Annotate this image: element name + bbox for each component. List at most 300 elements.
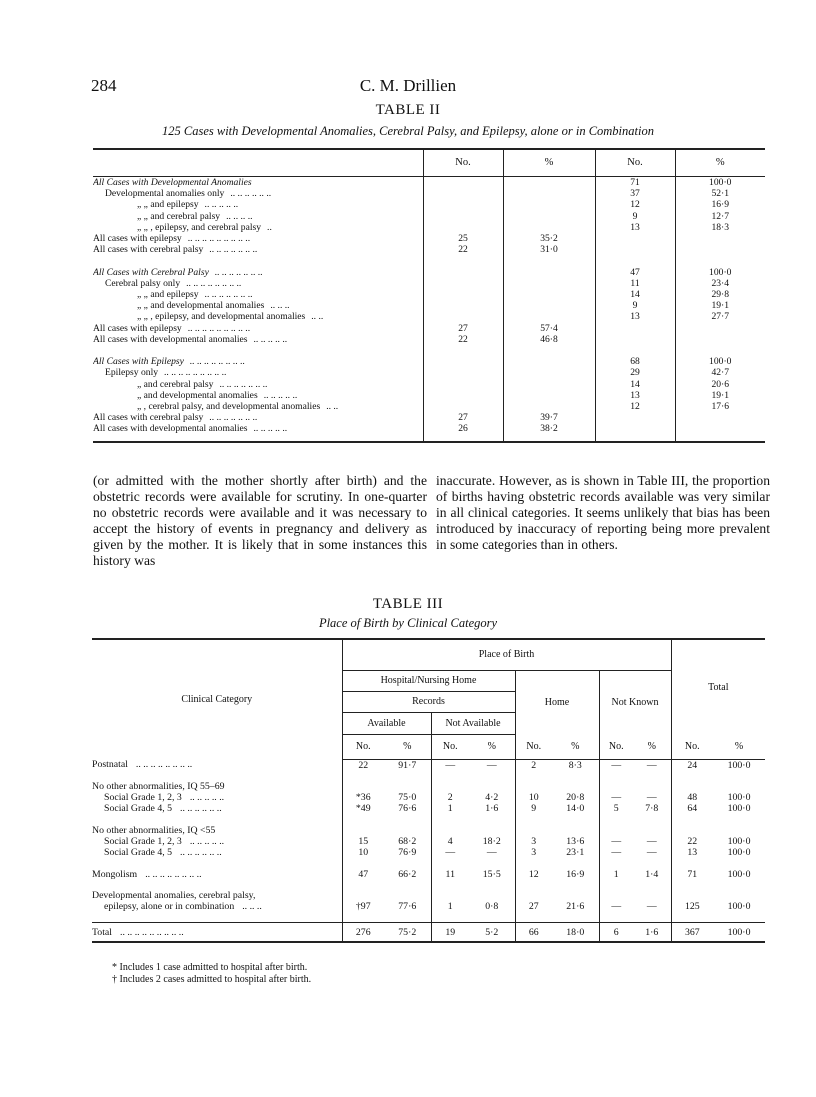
cell-value	[423, 390, 503, 401]
table3-col-pct: %	[469, 734, 515, 759]
cell-value: —	[599, 759, 633, 771]
leader-dots: .. .. .. .. ..	[263, 389, 298, 401]
cell-value: —	[646, 847, 657, 859]
row-label-text: Social Grade 4, 5	[104, 803, 173, 815]
cell-value	[503, 289, 595, 300]
cell-value: 25	[423, 233, 503, 244]
cell-value: —	[646, 901, 657, 913]
cell-value: 68	[595, 356, 675, 367]
table3	[92, 638, 765, 943]
cell-value	[431, 781, 469, 792]
table3-row-gap	[92, 880, 765, 890]
cell-value	[713, 825, 765, 836]
table3-row-gap	[92, 912, 765, 923]
cell-value	[423, 401, 503, 412]
cell-value: †97	[342, 901, 384, 912]
cell-value	[675, 412, 765, 423]
leader-dots: .. .. .. .. .. ..	[180, 803, 222, 815]
cell-value: 100·0	[675, 177, 765, 189]
table2-bottom-rule	[93, 435, 765, 442]
cell-value: —	[599, 792, 633, 803]
cell-value: 1	[431, 901, 469, 912]
row-label	[93, 233, 423, 244]
cell-value: 1·6	[485, 803, 499, 815]
cell-value	[713, 781, 765, 792]
row-label	[93, 244, 423, 255]
cell-value: 11	[431, 869, 469, 880]
cell-value: 20·8	[566, 792, 585, 804]
cell-value	[595, 334, 675, 345]
cell-value: 47	[342, 869, 384, 880]
row-label-text: Total	[92, 926, 112, 938]
table3-col-no: No.	[515, 734, 552, 759]
cell-value: 29·8	[675, 289, 765, 300]
cell-value: 9	[595, 211, 675, 222]
cell-value	[595, 244, 675, 255]
cell-value: 37	[595, 188, 675, 199]
table-row	[93, 211, 765, 222]
cell-value	[503, 222, 595, 233]
table-row	[93, 356, 765, 367]
table3-total-row	[92, 923, 765, 943]
cell-value: 76·6	[398, 803, 417, 815]
row-label	[93, 334, 423, 345]
cell-value	[469, 825, 515, 836]
cell-value: 125	[671, 901, 713, 912]
cell-value: 31·0	[503, 244, 595, 255]
row-label	[92, 781, 342, 792]
cell-value	[503, 177, 595, 189]
table2	[93, 148, 765, 443]
cell-value: 5·2	[469, 923, 515, 943]
cell-value: 100·0	[727, 792, 751, 804]
table-row	[92, 836, 765, 847]
leader-dots: .. .. .. .. .. ..	[180, 847, 222, 859]
row-label	[93, 199, 423, 210]
cell-value: —	[646, 792, 657, 804]
row-label-text: Cerebral palsy only	[105, 277, 181, 289]
table3-header-not-known: Not Known	[599, 670, 671, 734]
cell-value	[503, 267, 595, 278]
row-label-text: „ „ , epilepsy, and cerebral palsy	[137, 221, 262, 233]
cell-value: —	[646, 835, 657, 847]
row-label	[92, 836, 342, 847]
leader-dots: .. .. .. .. ..	[253, 423, 288, 435]
cell-value	[469, 781, 515, 792]
cell-value	[503, 300, 595, 311]
table-row	[92, 890, 765, 901]
row-label-text: „ „ and epilepsy	[137, 289, 199, 301]
row-label-text: „ „ and cerebral palsy	[137, 210, 221, 222]
table3-body	[92, 759, 765, 942]
cell-value	[633, 781, 671, 792]
cell-value	[503, 356, 595, 367]
row-label	[93, 222, 423, 233]
leader-dots: .. .. .. ..	[226, 210, 253, 222]
cell-value: 10	[342, 847, 384, 858]
row-label-text: epilepsy, alone or in combination	[104, 901, 235, 913]
cell-value	[595, 412, 675, 423]
cell-value	[423, 199, 503, 210]
cell-value	[599, 825, 633, 836]
cell-value: 66	[515, 923, 552, 943]
footnote-dagger: † Includes 2 cases admitted to hospital after birth.	[112, 974, 312, 985]
table-row	[93, 300, 765, 311]
cell-value: 77·6	[398, 901, 417, 913]
cell-value: 76·9	[398, 847, 417, 859]
table3-col-pct: %	[384, 734, 431, 759]
row-label	[93, 311, 423, 322]
cell-value: 1	[599, 869, 633, 880]
cell-value: 13	[671, 847, 713, 858]
cell-value: —	[431, 759, 469, 771]
row-label	[93, 300, 423, 311]
row-label-text: All Cases with Cerebral Palsy	[93, 266, 209, 278]
cell-value: 11	[595, 278, 675, 289]
leader-dots: .. .. .. .. .. .. ..	[209, 244, 258, 256]
table2-header-pct-2: %	[675, 149, 765, 177]
row-label	[92, 825, 342, 836]
cell-value	[552, 825, 599, 836]
cell-value: 57·4	[503, 323, 595, 334]
row-label-text: „ „ , epilepsy, and developmental anomalies	[137, 311, 306, 323]
cell-value	[503, 390, 595, 401]
cell-value	[503, 367, 595, 378]
cell-value: 17·6	[675, 401, 765, 412]
cell-value: 16·9	[566, 868, 585, 880]
leader-dots: .. ..	[311, 311, 324, 323]
cell-value: 23·4	[675, 278, 765, 289]
table-row	[93, 390, 765, 401]
cell-value: —	[599, 836, 633, 847]
cell-value	[515, 890, 552, 901]
cell-value	[552, 890, 599, 901]
cell-value: 71	[595, 177, 675, 189]
cell-value	[515, 825, 552, 836]
cell-value: 22	[342, 759, 384, 771]
row-label	[93, 267, 423, 278]
cell-value: 22	[423, 334, 503, 345]
cell-value: 27	[515, 901, 552, 912]
cell-value: —	[431, 847, 469, 858]
row-label	[93, 356, 423, 367]
cell-value: 46·8	[503, 334, 595, 345]
table-row	[92, 869, 765, 880]
leader-dots: .. .. .. .. ..	[253, 333, 288, 345]
cell-value	[515, 781, 552, 792]
row-label	[93, 412, 423, 423]
cell-value: 15·5	[482, 868, 501, 880]
leader-dots: .. .. .. .. .. .. .. .. ..	[187, 233, 251, 245]
cell-value	[671, 890, 713, 901]
cell-value	[431, 890, 469, 901]
cell-value: 19	[431, 923, 469, 943]
cell-value	[423, 379, 503, 390]
leader-dots: .. .. .. .. .. .. .. ..	[145, 868, 202, 880]
cell-value	[595, 423, 675, 434]
cell-value	[599, 890, 633, 901]
cell-value: 14	[595, 379, 675, 390]
cell-value	[595, 233, 675, 244]
table-row	[93, 177, 765, 189]
table3-header-records: Records	[342, 691, 515, 712]
row-label-text: All Cases with Developmental Anomalies	[93, 177, 252, 188]
row-label-text: Social Grade 1, 2, 3	[104, 792, 182, 804]
table-row	[93, 199, 765, 210]
cell-value: —	[599, 847, 633, 858]
cell-value: 26	[423, 423, 503, 434]
table-row	[93, 267, 765, 278]
table3-header-total: Total	[671, 639, 765, 734]
cell-value: 27	[423, 412, 503, 423]
cell-value: 12	[515, 869, 552, 880]
leader-dots: .. .. .. .. .. .. .. ..	[186, 277, 242, 289]
cell-value	[384, 890, 431, 901]
leader-dots: .. .. .. .. .. .. ..	[204, 289, 253, 301]
cell-value: 22	[423, 244, 503, 255]
cell-value: 100·0	[727, 803, 751, 815]
leader-dots: ..	[267, 221, 272, 233]
row-label-text: Developmental anomalies only	[105, 188, 225, 200]
cell-value: 68·2	[398, 835, 417, 847]
table3-row-gap	[92, 859, 765, 869]
cell-value	[713, 890, 765, 901]
cell-value: 5	[599, 803, 633, 814]
table3-caption: TABLE III	[372, 596, 444, 612]
table3-header-clinical-category: Clinical Category	[92, 639, 342, 759]
leader-dots: .. .. .. .. .. .. .. ..	[189, 356, 246, 368]
row-label	[92, 901, 342, 912]
footnote-asterisk: * Includes 1 case admitted to hospital after birth.	[112, 962, 308, 973]
row-label-text: „ , cerebral palsy, and developmental anomalies	[137, 401, 321, 413]
table2-group-gap	[93, 255, 765, 266]
cell-value: 19·1	[675, 300, 765, 311]
row-label	[92, 803, 342, 814]
row-label-text: No other abnormalities, IQ 55–69	[92, 780, 225, 792]
cell-value: 47	[595, 267, 675, 278]
cell-value	[423, 289, 503, 300]
cell-value: 100·0	[727, 868, 751, 880]
leader-dots: .. .. .. .. .. .. ..	[209, 412, 258, 424]
cell-value: 3	[515, 836, 552, 847]
cell-value: 3	[515, 847, 552, 858]
cell-value	[503, 379, 595, 390]
table-row	[93, 323, 765, 334]
cell-value	[675, 423, 765, 434]
table2-header-no-1: No.	[423, 149, 503, 177]
cell-value: 100·0	[727, 901, 751, 913]
row-label	[93, 367, 423, 378]
cell-value: 75·2	[384, 923, 431, 943]
cell-value	[633, 890, 671, 901]
cell-value: 19·1	[675, 390, 765, 401]
row-label	[93, 401, 423, 412]
table3-col-pct: %	[633, 734, 671, 759]
table-row	[92, 759, 765, 771]
row-label-text: All cases with developmental anomalies	[93, 333, 248, 345]
row-label	[92, 869, 342, 880]
cell-value	[671, 825, 713, 836]
table-row	[92, 792, 765, 803]
table3-header-available: Available	[342, 712, 431, 734]
row-label	[93, 423, 423, 434]
cell-value: 18·0	[552, 923, 599, 943]
row-label	[93, 278, 423, 289]
table3-col-no: No.	[599, 734, 633, 759]
cell-value: 12	[595, 401, 675, 412]
cell-value: 100·0	[713, 923, 765, 943]
cell-value: 100·0	[727, 847, 751, 859]
table-row	[93, 367, 765, 378]
cell-value: —	[599, 901, 633, 912]
table-row	[93, 188, 765, 199]
cell-value: 9	[595, 300, 675, 311]
table-row	[93, 289, 765, 300]
cell-value: 1	[431, 803, 469, 814]
cell-value: 13·6	[566, 835, 585, 847]
cell-value	[503, 311, 595, 322]
table3-col-pct: %	[713, 734, 765, 759]
leader-dots: .. .. .. .. .. .. .. ..	[135, 759, 193, 771]
table-row	[93, 311, 765, 322]
cell-value	[503, 211, 595, 222]
cell-value: 23·1	[566, 847, 585, 859]
table-row	[92, 825, 765, 836]
cell-value: 9	[515, 803, 552, 814]
cell-value: 8·3	[568, 759, 582, 771]
table-row	[93, 244, 765, 255]
cell-value	[423, 356, 503, 367]
cell-value	[423, 177, 503, 189]
table-row	[93, 412, 765, 423]
cell-value: 100·0	[675, 267, 765, 278]
leader-dots: .. .. .. .. ..	[189, 792, 225, 804]
row-label	[92, 847, 342, 858]
cell-value	[469, 890, 515, 901]
cell-value	[423, 278, 503, 289]
table-row	[93, 401, 765, 412]
cell-value	[503, 188, 595, 199]
cell-value: 18·2	[482, 835, 501, 847]
row-label-text: No other abnormalities, IQ <55	[92, 824, 216, 836]
cell-value	[633, 825, 671, 836]
cell-value: *49	[342, 803, 384, 814]
row-label	[92, 923, 342, 943]
leader-dots: .. .. .. .. .. .. .. .. ..	[187, 322, 251, 334]
cell-value: 22	[671, 836, 713, 847]
cell-value	[675, 334, 765, 345]
cell-value: 16·9	[675, 199, 765, 210]
cell-value	[675, 323, 765, 334]
row-label	[93, 390, 423, 401]
row-label-text: Epilepsy only	[105, 367, 159, 379]
table2-header-no-2: No.	[595, 149, 675, 177]
table3-col-no: No.	[342, 734, 384, 759]
row-label-text: All cases with developmental anomalies	[93, 423, 248, 435]
row-label-text: All cases with epilepsy	[93, 322, 182, 334]
cell-value	[384, 825, 431, 836]
cell-value: 66·2	[398, 868, 417, 880]
cell-value: 1·6	[633, 923, 671, 943]
leader-dots: .. .. .. .. ..	[204, 199, 239, 211]
leader-dots: .. .. .. .. .. ..	[230, 188, 272, 200]
row-label-text: All cases with epilepsy	[93, 233, 182, 245]
table3-header-not-available: Not Available	[431, 712, 515, 734]
cell-value: 29	[595, 367, 675, 378]
cell-value: 276	[342, 923, 384, 943]
cell-value: 4	[431, 836, 469, 847]
cell-value	[431, 825, 469, 836]
table3-header-home: Home	[515, 670, 599, 734]
table-row	[93, 379, 765, 390]
page-number: 284	[91, 76, 117, 95]
table3-row-gap	[92, 771, 765, 781]
row-label-text: „ „ and epilepsy	[137, 199, 199, 211]
cell-value: 35·2	[503, 233, 595, 244]
cell-value	[675, 244, 765, 255]
row-label-text: All Cases with Epilepsy	[93, 356, 184, 368]
cell-value	[503, 278, 595, 289]
cell-value: 1·4	[645, 868, 659, 880]
cell-value: 52·1	[675, 188, 765, 199]
leader-dots: .. .. ..	[242, 901, 262, 913]
row-label	[93, 379, 423, 390]
cell-value: 20·6	[675, 379, 765, 390]
row-label-text: Developmental anomalies, cerebral palsy,	[92, 889, 256, 901]
cell-value: 14·0	[566, 803, 585, 815]
cell-value	[423, 188, 503, 199]
row-label-text: Postnatal	[92, 759, 128, 771]
cell-value: 27	[423, 323, 503, 334]
table2-title: 125 Cases with Developmental Anomalies, Cerebral Palsy, and Epilepsy, alone or in Combination	[162, 124, 654, 138]
row-label	[92, 890, 342, 901]
row-label-text: All cases with cerebral palsy	[93, 412, 204, 424]
cell-value: 15	[342, 836, 384, 847]
leader-dots: .. ..	[326, 401, 339, 413]
table3-col-no: No.	[671, 734, 713, 759]
cell-value: 13	[595, 390, 675, 401]
table-row	[93, 334, 765, 345]
cell-value: 38·2	[503, 423, 595, 434]
cell-value	[342, 890, 384, 901]
row-label-text: Social Grade 1, 2, 3	[104, 835, 182, 847]
cell-value: 64	[671, 803, 713, 814]
table3-col-no: No.	[431, 734, 469, 759]
cell-value: 14	[595, 289, 675, 300]
table-row	[93, 233, 765, 244]
cell-value: 27·7	[675, 311, 765, 322]
cell-value: 39·7	[503, 412, 595, 423]
cell-value	[675, 233, 765, 244]
cell-value: 12	[595, 199, 675, 210]
leader-dots: .. .. .. .. ..	[189, 835, 225, 847]
cell-value	[503, 199, 595, 210]
cell-value	[423, 211, 503, 222]
cell-value	[595, 323, 675, 334]
cell-value: 100·0	[727, 835, 751, 847]
table2-body	[93, 177, 765, 442]
row-label	[93, 289, 423, 300]
cell-value: 100·0	[675, 356, 765, 367]
cell-value: 48	[671, 792, 713, 803]
cell-value: 71	[671, 869, 713, 880]
cell-value	[342, 781, 384, 792]
row-label-text: „ „ and developmental anomalies	[137, 300, 265, 312]
cell-value: 367	[671, 923, 713, 943]
cell-value	[423, 267, 503, 278]
cell-value: 13	[595, 222, 675, 233]
cell-value: 4·2	[485, 792, 499, 804]
